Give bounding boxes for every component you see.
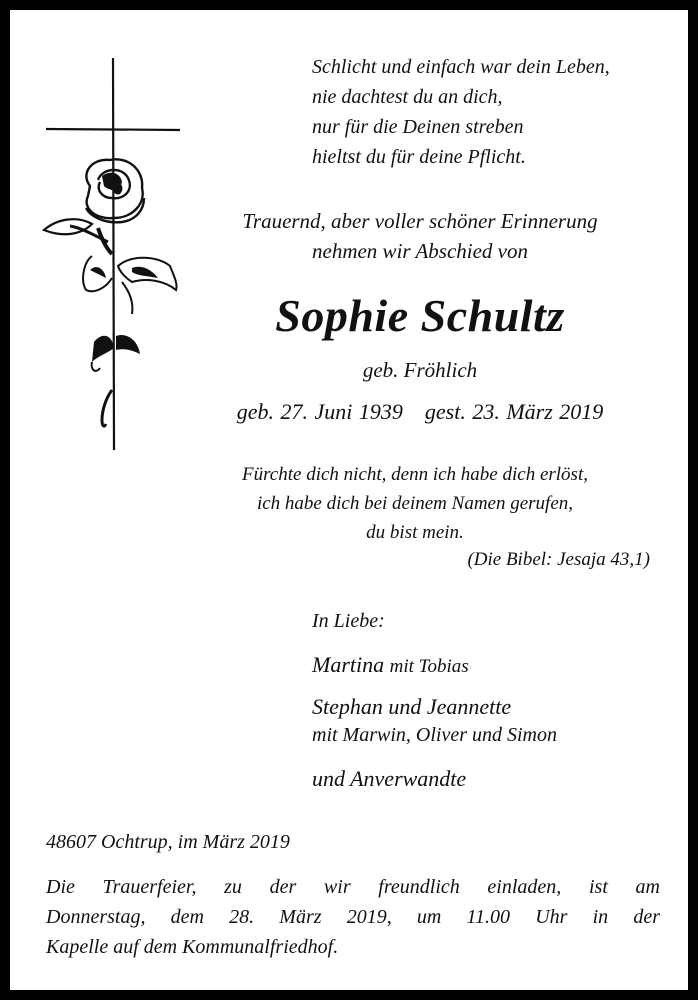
verse-line: Fürchte dich nicht, denn ich habe dich erlöst, bbox=[242, 464, 588, 485]
mourner-stephan: Stephan und Jeannette bbox=[312, 694, 512, 719]
mourners-label: In Liebe: bbox=[312, 610, 385, 632]
intro-line-1: Trauernd, aber voller schöner Erinnerung bbox=[242, 209, 598, 233]
verse-line: du bist mein. bbox=[366, 522, 464, 543]
poem bbox=[312, 52, 610, 172]
intro-text bbox=[200, 206, 640, 266]
verse-source: (Die Bibel: Jesaja 43,1) bbox=[467, 549, 650, 570]
mourner-name: Martina bbox=[312, 652, 385, 677]
notice-line: Kapelle auf dem Kommunalfriedhof. bbox=[46, 936, 339, 958]
mourner-children: mit Marwin, Oliver und Simon bbox=[312, 724, 557, 746]
death-date: gest. 23. März 2019 bbox=[424, 399, 604, 424]
notice-line: Donnerstag, dem 28. März 2019, um 11.00 Uhr in der bbox=[46, 906, 660, 928]
cross-with-rose-icon bbox=[40, 58, 180, 450]
poem-line: nur für die Deinen streben bbox=[312, 116, 524, 138]
funeral-notice bbox=[46, 872, 660, 962]
mourner-martina bbox=[312, 652, 469, 678]
poem-line: Schlicht und einfach war dein Leben, bbox=[312, 56, 610, 78]
notice-line: Die Trauerfeier, zu der wir freundlich einladen, ist am bbox=[46, 876, 660, 898]
poem-line: nie dachtest du an dich, bbox=[312, 86, 503, 108]
intro-line-2: nehmen wir Abschied von bbox=[312, 239, 528, 263]
verse-line: ich habe dich bei deinem Namen gerufen, bbox=[256, 493, 574, 514]
place-date: 48607 Ochtrup, im März 2019 bbox=[46, 831, 290, 853]
mourner-relatives: und Anverwandte bbox=[312, 766, 467, 791]
life-dates bbox=[200, 396, 640, 428]
poem-line: hieltst du für deine Pflicht. bbox=[312, 146, 526, 168]
birth-date: geb. 27. Juni 1939 bbox=[236, 399, 403, 424]
obituary-card bbox=[10, 10, 688, 990]
deceased-name: Sophie Schultz bbox=[275, 290, 565, 341]
maiden-name: geb. Fröhlich bbox=[362, 358, 478, 382]
mourner-partner: mit Tobias bbox=[389, 656, 469, 677]
bible-verse bbox=[200, 460, 630, 547]
